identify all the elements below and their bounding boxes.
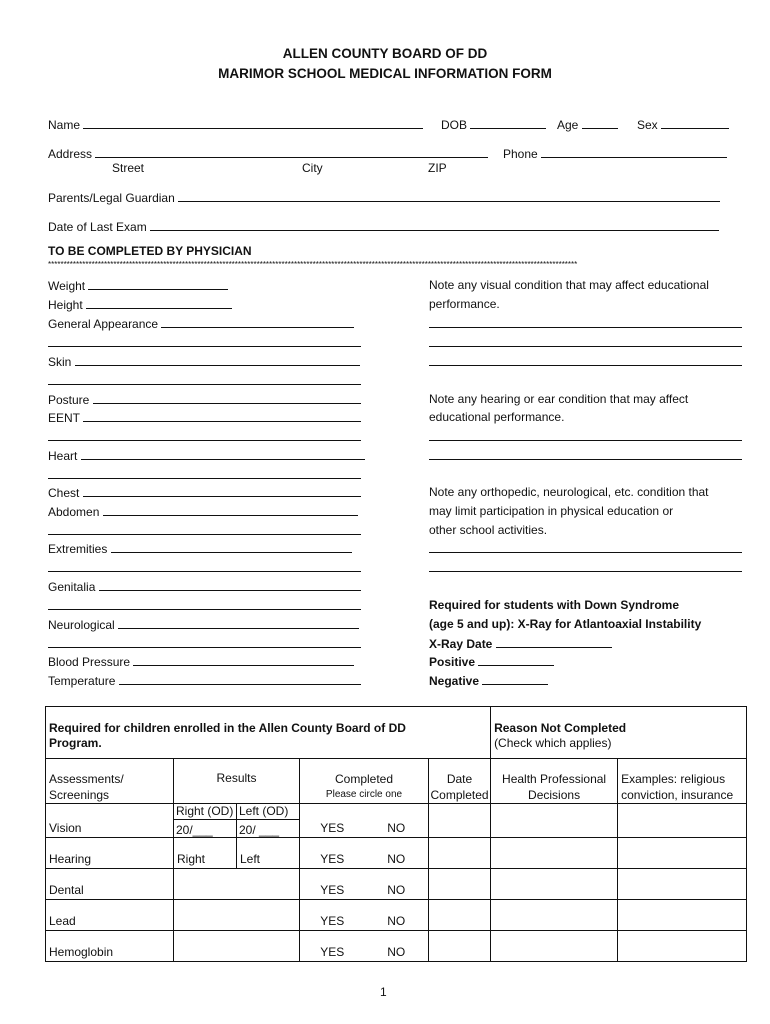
lead-hp-cell[interactable]	[491, 900, 618, 931]
sex-line	[661, 117, 729, 129]
name-label: Name	[48, 118, 81, 132]
dental-hp-cell[interactable]	[491, 869, 618, 900]
vision-examples-cell[interactable]	[618, 804, 747, 838]
hearing-no-option[interactable]: NO	[365, 838, 429, 869]
weight-label: Weight	[48, 279, 86, 293]
hemoglobin-yes-option[interactable]: YES	[300, 931, 365, 962]
form-title-line2: MARIMOR SCHOOL MEDICAL INFORMATION FORM	[218, 66, 552, 81]
guardian-line	[178, 190, 720, 202]
health-professional-line2: Decisions	[528, 788, 581, 802]
dental-yes-option[interactable]: YES	[300, 869, 365, 900]
abdomen-field[interactable]	[48, 504, 358, 519]
phone-field[interactable]	[503, 146, 727, 161]
neurological-line	[118, 617, 359, 629]
blank-line-stroke	[48, 636, 361, 648]
down-syndrome-note-line1: Required for students with Down Syndrome	[429, 598, 680, 612]
answer-stroke	[429, 316, 742, 328]
heart-field[interactable]	[48, 448, 365, 463]
eent-line	[83, 410, 361, 422]
vision-no-option[interactable]: NO	[365, 804, 429, 838]
blank-line[interactable]	[48, 560, 361, 575]
page-number: 1	[380, 985, 387, 999]
lead-no-option[interactable]: NO	[365, 900, 429, 931]
dob-line	[470, 117, 546, 129]
completed-header	[300, 759, 429, 804]
assessments-header-line2: Screenings	[49, 788, 110, 802]
ortho-note-line3: other school activities.	[429, 523, 548, 537]
positive-label: Positive	[429, 655, 476, 669]
hearing-answer-line[interactable]	[429, 429, 742, 444]
ortho-note-line2: may limit participation in physical education or	[429, 504, 674, 518]
vision-right-cell[interactable]	[174, 804, 237, 838]
dental-results-cell[interactable]	[174, 869, 300, 900]
chest-label: Chest	[48, 486, 80, 500]
posture-line	[93, 392, 361, 404]
blank-line-stroke	[48, 373, 361, 385]
heart-line	[81, 448, 365, 460]
age-line	[582, 117, 618, 129]
visual-note-line2: performance.	[429, 297, 500, 311]
reason-not-completed-cell	[491, 707, 747, 759]
visual-answer-line[interactable]	[429, 354, 742, 369]
answer-stroke	[429, 560, 742, 572]
general-appearance-label: General Appearance	[48, 317, 159, 331]
blood-pressure-field[interactable]	[48, 654, 354, 669]
genitalia-line	[99, 579, 361, 591]
vision-right-value: 20/___	[176, 823, 213, 837]
age-field[interactable]	[557, 117, 618, 132]
dob-label: DOB	[441, 118, 468, 132]
hearing-label: Hearing	[46, 838, 174, 869]
weight-field[interactable]	[48, 278, 228, 293]
down-syndrome-note-line2: (age 5 and up): X-Ray for Atlantoaxial Instability	[429, 617, 702, 631]
dental-label: Dental	[46, 869, 174, 900]
blood-pressure-label: Blood Pressure	[48, 655, 131, 669]
hearing-note-line1: Note any hearing or ear condition that may affect	[429, 392, 689, 406]
posture-field[interactable]	[48, 392, 361, 407]
height-label: Height	[48, 298, 83, 312]
completed-header-label: Completed	[334, 772, 394, 786]
hemoglobin-examples-cell[interactable]	[618, 931, 747, 962]
right-od-label: Right (OD)	[174, 804, 236, 820]
hearing-hp-cell[interactable]	[491, 838, 618, 869]
eent-field[interactable]	[48, 410, 361, 425]
last-exam-line	[150, 219, 719, 231]
heart-label: Heart	[48, 449, 78, 463]
table-row	[46, 900, 747, 931]
vision-hp-cell[interactable]	[491, 804, 618, 838]
date-completed-line2: Completed	[430, 788, 489, 802]
blank-line[interactable]	[48, 467, 361, 482]
hearing-left-cell[interactable]: Left	[237, 838, 300, 869]
left-od-label: Left (OD)	[237, 804, 299, 820]
blank-line-stroke	[48, 335, 361, 347]
chest-field[interactable]	[48, 485, 361, 500]
dental-date-cell[interactable]	[429, 869, 491, 900]
table-header-row	[46, 759, 747, 804]
examples-line1: Examples: religious	[621, 772, 726, 786]
neurological-field[interactable]	[48, 617, 359, 632]
general-appearance-line	[161, 316, 354, 328]
physician-heading: TO BE COMPLETED BY PHYSICIAN	[48, 244, 252, 258]
chest-line	[83, 485, 361, 497]
table-title-row	[46, 707, 747, 759]
street-label: Street	[112, 161, 145, 175]
blank-line-stroke	[48, 598, 361, 610]
name-field[interactable]	[48, 117, 423, 132]
completed-header-hint: Please circle one	[325, 789, 403, 800]
vision-left-value: 20/ ___	[239, 823, 280, 837]
required-note-line1: Required for children enrolled in the Allen County Board of DD	[49, 721, 406, 735]
date-completed-header	[429, 759, 491, 804]
abdomen-line	[103, 504, 358, 516]
blank-line[interactable]	[48, 598, 361, 613]
xray-date-line	[496, 636, 612, 648]
table-row	[46, 804, 747, 838]
lead-results-cell[interactable]	[174, 900, 300, 931]
lead-examples-cell[interactable]	[618, 900, 747, 931]
weight-line	[88, 278, 228, 290]
city-label: City	[302, 161, 323, 175]
results-header: Results	[174, 759, 300, 804]
blank-line[interactable]	[48, 335, 361, 350]
separator-stars: **************************************************************************************************************************************************************************	[48, 260, 578, 269]
vision-date-cell[interactable]	[429, 804, 491, 838]
assessments-header-line1: Assessments/	[49, 772, 124, 786]
vision-label: Vision	[46, 804, 174, 838]
sex-field[interactable]	[637, 117, 729, 132]
hearing-note-line2: educational performance.	[429, 410, 565, 424]
visual-note-line1: Note any visual condition that may affect educational	[429, 278, 709, 292]
blank-line[interactable]	[48, 373, 361, 388]
required-note-line2: Program.	[49, 736, 102, 750]
ortho-answer-line[interactable]	[429, 560, 742, 575]
blank-line-stroke	[48, 560, 361, 572]
posture-label: Posture	[48, 393, 90, 407]
general-appearance-field[interactable]	[48, 316, 354, 331]
phone-line	[541, 146, 727, 158]
vision-left-cell[interactable]	[237, 804, 300, 838]
neurological-label: Neurological	[48, 618, 115, 632]
genitalia-field[interactable]	[48, 579, 361, 594]
extremities-line	[111, 541, 352, 553]
screening-table	[45, 706, 747, 962]
age-label: Age	[557, 118, 579, 132]
extremities-field[interactable]	[48, 541, 352, 556]
blank-line-stroke	[48, 467, 361, 479]
visual-answer-line[interactable]	[429, 316, 742, 331]
positive-line	[478, 654, 554, 666]
blood-pressure-line	[133, 654, 354, 666]
hemoglobin-results-cell[interactable]	[174, 931, 300, 962]
height-field[interactable]	[48, 297, 232, 312]
hearing-date-cell[interactable]	[429, 838, 491, 869]
table-row	[46, 931, 747, 962]
answer-stroke	[429, 448, 742, 460]
genitalia-label: Genitalia	[48, 580, 96, 594]
health-professional-header	[491, 759, 618, 804]
assessments-header	[46, 759, 174, 804]
dental-no-option[interactable]: NO	[365, 869, 429, 900]
visual-answer-line[interactable]	[429, 335, 742, 350]
date-completed-line1: Date	[446, 772, 473, 786]
skin-field[interactable]	[48, 354, 360, 369]
hemoglobin-date-cell[interactable]	[429, 931, 491, 962]
skin-label: Skin	[48, 355, 72, 369]
hemoglobin-label: Hemoglobin	[46, 931, 174, 962]
blank-line-stroke	[48, 429, 361, 441]
answer-stroke	[429, 354, 742, 366]
examples-header	[618, 759, 747, 804]
dob-field[interactable]	[441, 117, 546, 132]
temperature-line	[119, 673, 361, 685]
answer-stroke	[429, 541, 742, 553]
eent-label: EENT	[48, 411, 80, 425]
address-label: Address	[48, 147, 93, 161]
negative-field[interactable]	[429, 673, 548, 688]
reason-title: Reason Not Completed	[494, 721, 627, 735]
negative-line	[482, 673, 548, 685]
blank-line[interactable]	[48, 523, 361, 538]
table-row	[46, 869, 747, 900]
abdomen-label: Abdomen	[48, 505, 100, 519]
address-line	[95, 146, 488, 158]
last-exam-label: Date of Last Exam	[48, 220, 147, 234]
guardian-field[interactable]	[48, 190, 720, 205]
hearing-yes-option[interactable]: YES	[300, 838, 365, 869]
xray-date-label: X-Ray Date	[429, 637, 493, 651]
negative-label: Negative	[429, 674, 480, 688]
required-note-cell	[46, 707, 491, 759]
lead-yes-option[interactable]: YES	[300, 900, 365, 931]
hemoglobin-no-option[interactable]: NO	[365, 931, 429, 962]
dental-examples-cell[interactable]	[618, 869, 747, 900]
health-professional-line1: Health Professional	[502, 772, 607, 786]
temperature-label: Temperature	[48, 674, 116, 688]
hemoglobin-hp-cell[interactable]	[491, 931, 618, 962]
answer-stroke	[429, 335, 742, 347]
xray-date-field[interactable]	[429, 636, 612, 651]
blank-line[interactable]	[48, 429, 361, 444]
skin-line	[75, 354, 360, 366]
hearing-answer-line[interactable]	[429, 448, 742, 463]
hearing-examples-cell[interactable]	[618, 838, 747, 869]
examples-line2: conviction, insurance	[621, 788, 734, 802]
sex-label: Sex	[637, 118, 658, 132]
phone-label: Phone	[503, 147, 538, 161]
name-line	[83, 117, 423, 129]
hearing-right-cell[interactable]: Right	[174, 838, 237, 869]
extremities-label: Extremities	[48, 542, 108, 556]
address-field[interactable]	[48, 146, 488, 161]
temperature-field[interactable]	[48, 673, 361, 688]
ortho-answer-line[interactable]	[429, 541, 742, 556]
answer-stroke	[429, 429, 742, 441]
zip-label: ZIP	[428, 161, 447, 175]
positive-field[interactable]	[429, 654, 554, 669]
guardian-label: Parents/Legal Guardian	[48, 191, 175, 205]
blank-line[interactable]	[48, 636, 361, 651]
height-line	[86, 297, 232, 309]
lead-date-cell[interactable]	[429, 900, 491, 931]
last-exam-field[interactable]	[48, 219, 719, 234]
lead-label: Lead	[46, 900, 174, 931]
vision-yes-option[interactable]: YES	[300, 804, 365, 838]
table-row	[46, 838, 747, 869]
ortho-note-line1: Note any orthopedic, neurological, etc. condition that	[429, 485, 709, 499]
form-title-line1: ALLEN COUNTY BOARD OF DD	[282, 46, 488, 61]
blank-line-stroke	[48, 523, 361, 535]
reason-subtitle: (Check which applies)	[494, 736, 612, 750]
